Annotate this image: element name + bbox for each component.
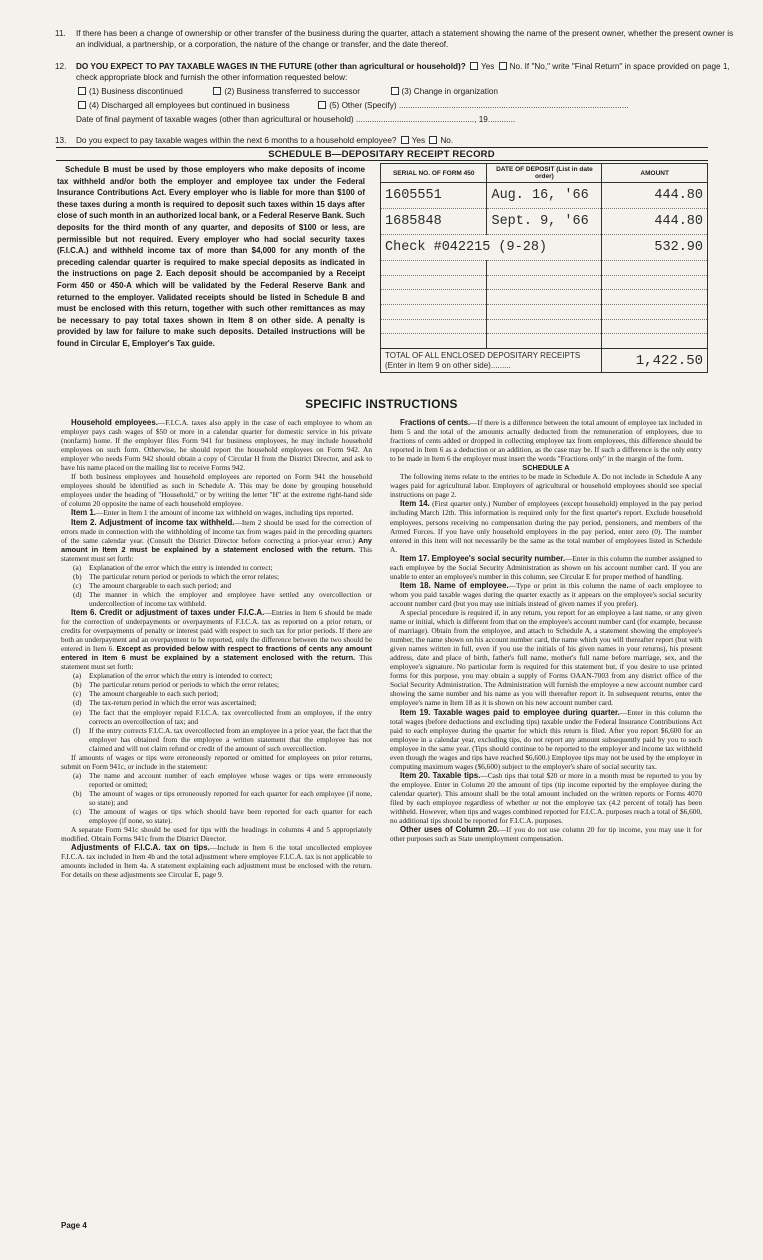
item-18-heading: Item 18. Name of employee. (400, 580, 509, 590)
table-row (381, 319, 708, 334)
item-2-text-2: This statement must set forth: (61, 544, 372, 563)
household-paragraph-2: If both business employees and household employees are reported on Form 941 the household employees should be identified as such in Schedule A. This may be done by grouping household employees under the heading of "Household," or by writing the letter "H" at the extreme right-hand side of column 20 opposite the name of each household employee. (61, 472, 372, 509)
list-item: (b) The particular return period or periods to which the error relates; (73, 680, 280, 690)
list-item: (d) The manner in which the employer and employee have settled any overcollection or undercollection of income tax withheld. (73, 589, 372, 608)
item-2-text: —Item 2 should be used for the correction of errors made in connection with the withholding of income tax from wages paid in the preceding quarters of the same calendar year. (Consult the District Director before correcting a prior-year error.) (61, 517, 372, 545)
item-18-text: —Type or print in this column the name of each employee to whom you paid taxable wages during the quarter exactly as it appears on the employee's social security account number card (but you may use initials instead of given names if you prefer). (390, 580, 702, 608)
date-cell[interactable] (487, 275, 602, 290)
page-number: Page 4 (61, 1221, 87, 1230)
date-cell[interactable]: Sept. 9, '66 (487, 209, 602, 235)
amount-cell[interactable]: 532.90 (602, 235, 708, 261)
question-12 (56, 61, 736, 125)
option-1-checkbox[interactable] (78, 87, 86, 95)
table-row (381, 305, 708, 320)
date-cell[interactable] (487, 290, 602, 305)
total-row (381, 349, 708, 373)
amount-cell[interactable] (602, 305, 708, 320)
question-13-text: Do you expect to pay taxable wages within the next 6 months to a household employee? (76, 136, 397, 145)
item-1-heading: Item 1. (71, 508, 96, 518)
item-14-text: (First quarter only.) Number of employees (except household) employed in the pay period including March 12th. This information is required only for the first quarter's report. Exclude household employees, persons receiving no compensation during the pay period, pensioners, and members of the Armed Forces. If you have only household employees in the pay period, enter zero (0). The number entered in this item will not necessarily be the same as the total number of employees listed in Schedule A. (390, 499, 703, 554)
q12-yes-checkbox[interactable] (470, 62, 478, 70)
question-12-text: DO YOU EXPECT TO PAY TAXABLE WAGES IN THE FUTURE (other than agricultural or household)? (76, 62, 466, 71)
amount-cell[interactable] (602, 275, 708, 290)
list-item: (e) The fact that the employer repaid F.I.C.A. tax overcollected from an employee, if the entry corrects an overcollection of tax; and (73, 707, 372, 726)
q13-no-checkbox[interactable] (429, 136, 437, 144)
total-label: TOTAL OF ALL ENCLOSED DEPOSITARY RECEIPTS (Enter in Item 9 on other side)......... (381, 349, 602, 373)
option-4-checkbox[interactable] (78, 101, 86, 109)
q13-yes-checkbox[interactable] (401, 136, 409, 144)
date-cell[interactable] (487, 261, 602, 276)
serial-cell[interactable]: 1605551 (381, 183, 487, 209)
item-2-list (73, 563, 372, 608)
list-item: (c) The amount chargeable to each such period; and (73, 580, 231, 590)
deposit-table (380, 163, 708, 373)
column-header-serial: SERIAL NO. OF FORM 450 (381, 164, 487, 183)
instructions-right-column (390, 418, 702, 843)
household-heading: Household employees. (71, 418, 158, 427)
table-row (381, 235, 708, 261)
special-procedure-paragraph: A special procedure is required if, in any return, you report for an employee a last name, or any given name or initial, which is different from that on the employee's account number card (for example, because of marriage). Obtain from the employee, and attach to Schedule A, a statement showing the employee's number, the name shown on his account number card, the name which you will thereafter report (but with given names written in full, even if you use the initials of his given names in your returns), his present address, date and place of birth, father's full name, mother's full name before marriage, sex, and the employee's signature. No particular form is required for this statement but, if you desire to use printed forms for this purpose, you may obtain a supply of Forms OAAN-7003 from any district office of the Social Security Administration. The Administration will furnish the employee a new account number card showing the same number and his name as you will thereafter report it. In subsequent returns, enter the employee's name in Item 18 as it is shown on his new account number card. (390, 607, 702, 708)
amount-cell[interactable] (602, 261, 708, 276)
divider (56, 160, 708, 161)
option-2-label: (2) Business transferred to successor (224, 87, 360, 96)
wages-paragraph: If amounts of wages or tips were erroneously reported or omitted for employees on prior returns, submit on Form 941c, or include in the statement: (61, 752, 372, 771)
serial-cell[interactable] (381, 334, 487, 349)
item-2-bold-text: Any amount in Item 2 must be explained by a statement enclosed with the return. (61, 535, 372, 554)
date-cell[interactable] (487, 319, 602, 334)
list-item: (f) If the entry corrects F.I.C.A. tax overcollected from an employee in a prior year, the fact that the employer has obtained from the employee a written statement that the employee has not claimed and will not claim refund or credit of the amount of such overcollection. (73, 725, 372, 753)
item-19-text: —Enter in this column the total wages (before deductions and excluding tips) taxable under the Federal Insurance Contributions Act paid to each employee during the quarter for which this return is filed. After you report $6,600 for an employee in a calendar year, excluding tips, do not report any amount subsequently paid by you to such employee in the same year. (Tips should continue to be reported to the employer and income tax withheld even though the wages and tips have reached $6,600.) Employee tips may not be used by the employer in computing maximum wages ($6,600) subject to the employer's share of social security tax. (390, 707, 702, 771)
serial-cell[interactable]: 1685848 (381, 209, 487, 235)
option-3-label: (3) Change in organization (401, 87, 498, 96)
question-11-number: 11. (55, 29, 66, 38)
list-item: (a) Explanation of the error which the entry is intended to correct; (73, 671, 273, 681)
schedule-a-heading: SCHEDULE A (522, 463, 570, 473)
item-20-text: —Cash tips that total $20 or more in a month must be reported to you by the employee. Enter in Column 20 the amount of tips (tip income reported by the employee during the calendar quarter). This amount shall be the total amount included on the written reports or Forms 4070 filed by each employee regardless of whether or not the employee tax (4.2 percent of total) has been withheld. However, when tips and wages combined reported for F.I.C.A. purposes reach a total of $6,600, no additional tips should be reported for F.I.C.A. purposes. (390, 770, 702, 826)
serial-cell[interactable] (381, 290, 487, 305)
option-1-label: (1) Business discontinued (89, 87, 183, 96)
date-cell[interactable] (487, 305, 602, 320)
fractions-heading: Fractions of cents. (400, 418, 471, 427)
option-4-label: (4) Discharged all employees but continued in business (89, 101, 290, 110)
list-item: (c) The amount of wages or tips which should have been reported for each quarter for each employee (if none, so state). (73, 807, 372, 826)
option-3-checkbox[interactable] (391, 87, 399, 95)
table-row (381, 290, 708, 305)
table-row (381, 183, 708, 209)
item-1-text: —Enter in Item 1 the amount of income tax withheld on wages, including tips reported. (96, 508, 354, 518)
separate-form-paragraph: A separate Form 941c should be used for tips with the headings in columns 4 and 5 appropriately modified. Obtain Forms 941c from the District Director. (61, 825, 372, 844)
question-13 (56, 135, 736, 146)
table-row (381, 334, 708, 349)
household-text: —F.I.C.A. taxes also apply in the case of each employee to whom an employer pays cash wages of $50 or more in a calendar quarter for domestic service in his private (nonfarm) home. If the employer files Form 941 for business employees, he may include household employees on such form. Otherwise, he should report the household employees on Form 942. An employer who needs Form 942 should obtain a copy of Circular H from the District Director, and ask to have his name placed on the mailing list to receive Forms 942. (61, 418, 372, 473)
item-19-heading: Item 19. Taxable wages paid to employee during quarter. (400, 707, 620, 717)
serial-cell[interactable] (381, 261, 487, 276)
table-row (381, 261, 708, 276)
q12-no-checkbox[interactable] (499, 62, 507, 70)
serial-cell[interactable] (381, 275, 487, 290)
fractions-text: —If there is a difference between the total amount of employee tax included in Item 5 and the total of the amounts actually deducted from the remuneration of employees, due to fractions of cents added or dropped in collecting employee tax from employees, this difference should be reported in Item 6 as a deduction or an addition, as the case may be. If such a difference is the only entry to be made in Item 6 the employer must insert the words "Fractions only" in the margin of the form. (390, 418, 702, 464)
schedule-b-title: SCHEDULE B—DEPOSITARY RECEIPT RECORD (268, 149, 495, 160)
specific-instructions-title: SPECIFIC INSTRUCTIONS (305, 397, 458, 411)
option-5-label: (5) Other (Specify) ..................................................................................................... (329, 101, 629, 110)
adjustments-heading: Adjustments of F.I.C.A. tax on tips. (71, 843, 210, 853)
item-17-text: —Enter in this column the number assigned to each employee by the Social Security Administration as shown on his account number card. If you are unable to enter an employee's number in this column, see Circular E for proper method of handling. (390, 553, 702, 581)
item-6-list (73, 671, 372, 752)
item-2-heading: Item 2. Adjustment of income tax withheld. (71, 517, 235, 527)
amount-cell[interactable] (602, 319, 708, 334)
amount-cell[interactable]: 444.80 (602, 183, 708, 209)
instructions-left-column (61, 418, 372, 879)
item-6-bold-text: Except as provided below with respect to fractions of cents any amount entered in Item 6 must be explained by a statement enclosed with the return. (61, 644, 372, 663)
list-item: (b) The amount of wages or tips erroneously reported for each quarter for each employee (if none, so state); and (73, 788, 372, 807)
list-item: (a) The name and account number of each employee whose wages or tips were erroneously reported or omitted; (73, 770, 372, 789)
question-12-number: 12. (55, 62, 67, 71)
table-row (381, 209, 708, 235)
question-13-number: 13. (55, 136, 67, 145)
option-5-checkbox[interactable] (318, 101, 326, 109)
total-amount-cell[interactable]: 1,422.50 (602, 349, 708, 373)
other-uses-heading: Other uses of Column 20. (400, 825, 500, 835)
date-cell[interactable] (487, 334, 602, 349)
column-header-date: DATE OF DEPOSIT (List in date order) (487, 164, 602, 183)
item-6-heading: Item 6. Credit or adjustment of taxes under F.I.C.A. (71, 607, 265, 617)
item-6-text-2: This statement must set forth: (61, 653, 372, 672)
list-item: (b) The particular return period or periods to which the error relates; (73, 571, 280, 581)
q13-no-label: No. (440, 136, 454, 145)
other-uses-text: —If you do not use column 20 for tip income, you may use it for other purposes such as State unemployment compensation. (390, 825, 702, 844)
table-row (381, 275, 708, 290)
q12-no-label: No. (509, 62, 523, 71)
schedule-a-text: The following items relate to the entries to be made in Schedule A. Do not include in Schedule A any wages paid for agricultural labor. Employers of agricultural or household employees should see special instructions on page 2. (390, 472, 702, 500)
q13-yes-label: Yes (411, 136, 426, 145)
schedule-b-instructions: Schedule B must be used by those employers who make deposits of income tax withheld and/or both the employer and employee tax under the Federal Insurance Contributions Act. Every employer who is liable for more than $100 of these taxes during a month is required to deposit such taxes within 15 days after close of such month in an authorized local bank, or a Federal Reserve Bank. Such deposits for the third month of any quarter, and deposits of $100 or less, are permissible but not required. Every employer who had social security taxes (F.I.C.A.) and withheld income tax of more than $4,000 for any month of the preceding calendar quarter is required to make special deposits as indicated in the instructions on page 2. Each deposit should be accompanied by a Receipt Form 450 or 450-A which will be validated by the Federal Reserve Bank and returned to the employer. Validated receipts should be listed in Schedule B and must be enclosed with this return, together with such other remittances as may be necessary to pay total taxes shown in Item 8 on other side. A penalty is provided by law for failure to make such deposits. Detailed instructions will be found in Circular E, Employer's Tax guide. (57, 165, 365, 348)
adjustments-text: —Include in Item 6 the total uncollected employee F.I.C.A. tax included in Item 4b and the total adjustment where employee F.I.C.A. tax is not applicable to amounts included in Item 4a. A statement explaining each adjustment must be enclosed with the return. For details on these adjustments see Circular E, page 9. (61, 843, 372, 880)
column-header-amount: AMOUNT (602, 164, 708, 183)
option-2-checkbox[interactable] (213, 87, 221, 95)
divider (56, 147, 708, 148)
date-cell[interactable]: Aug. 16, '66 (487, 183, 602, 209)
serial-cell[interactable] (381, 305, 487, 320)
item-20-heading: Item 20. Taxable tips. (400, 770, 481, 780)
question-11 (56, 28, 736, 50)
amount-cell[interactable] (602, 290, 708, 305)
question-12-instruction: If "No," write "Final Return" in space provided on page 1, check appropriate block and furnish the other information requested below: (76, 62, 730, 82)
serial-cell[interactable]: Check #042215 (9-28) (381, 235, 602, 261)
list-item: (d) The tax-return period in which the error was ascertained; (73, 698, 257, 708)
item-6-text: —Entries in Item 6 should be made for the correction of underpayments or overpayments of F.I.C.A. tax as reported on a prior return, or credits for overpayments of penalty or interest paid with respect to such tax for prior periods. If there are both an underpayment and an overpayment to be reported, only the difference between the two should be entered in Item 6. (61, 607, 372, 654)
q12-yes-label: Yes (480, 62, 495, 71)
list-item: (c) The amount chargeable to each such period; (73, 689, 219, 699)
item-17-heading: Item 17. Employee's social security number. (400, 553, 566, 563)
item-14-heading: Item 14. (400, 499, 430, 509)
wages-list (73, 771, 372, 825)
list-item: (a) Explanation of the error which the entry is intended to correct; (73, 562, 273, 572)
question-11-text: If there has been a change of ownership or other transfer of the business during the quarter, attach a statement showing the name of the present owner, whether the present owner is an individual, a partnership, or a corporation, the nature of the change or transfer, and the date thereof. (76, 29, 734, 49)
amount-cell[interactable]: 444.80 (602, 209, 708, 235)
household-paragraph (61, 418, 372, 472)
serial-cell[interactable] (381, 319, 487, 334)
amount-cell[interactable] (602, 334, 708, 349)
final-payment-date-field[interactable]: Date of final payment of taxable wages (other than agricultural or household) ...................................................., 19............ (76, 115, 516, 124)
